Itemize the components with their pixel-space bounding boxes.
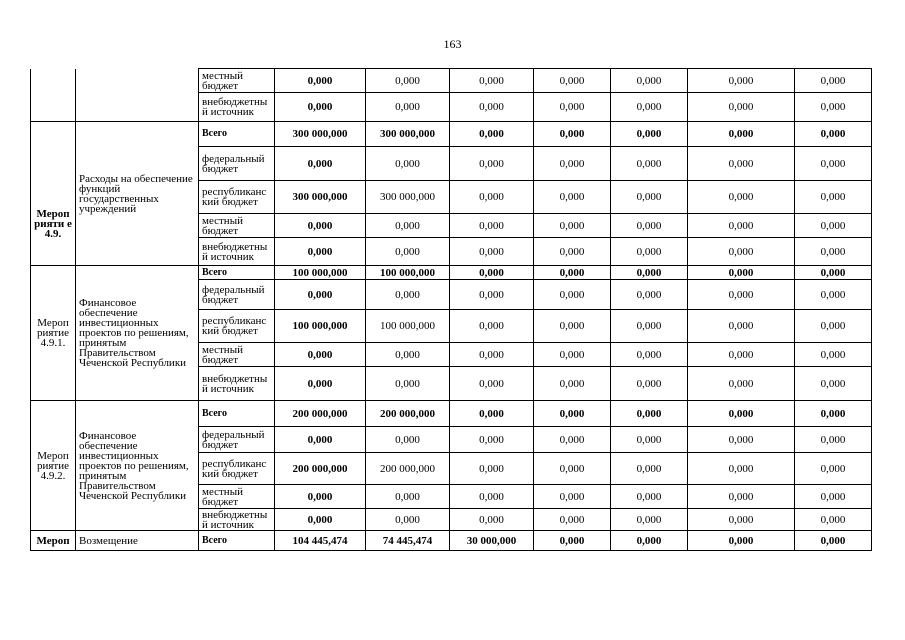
value-cell: 0,000: [275, 427, 366, 453]
value-cell: 0,000: [275, 343, 366, 367]
value-cell: 0,000: [450, 122, 534, 147]
value-cell: 0,000: [611, 266, 688, 280]
value-cell: 0,000: [534, 310, 611, 343]
value-cell: 200 000,000: [275, 453, 366, 485]
value-cell: 0,000: [795, 310, 872, 343]
value-cell: 300 000,000: [366, 181, 450, 214]
value-cell: 0,000: [450, 69, 534, 93]
value-cell: 0,000: [611, 401, 688, 427]
value-cell: 0,000: [795, 343, 872, 367]
value-cell: 0,000: [688, 531, 795, 551]
value-cell: 0,000: [366, 147, 450, 181]
value-cell: 0,000: [688, 280, 795, 310]
value-cell: 0,000: [534, 453, 611, 485]
activity-name-cell: Расходы на обеспечение функций государственных учреждений: [76, 122, 199, 266]
budget-table: [30, 68, 872, 551]
funding-source-cell: республиканс кий бюджет: [199, 310, 275, 343]
value-cell: 0,000: [275, 93, 366, 122]
value-cell: 0,000: [611, 531, 688, 551]
value-cell: 0,000: [611, 147, 688, 181]
value-cell: 0,000: [450, 401, 534, 427]
value-cell: 0,000: [450, 509, 534, 531]
value-cell: 200 000,000: [366, 453, 450, 485]
value-cell: 0,000: [275, 69, 366, 93]
value-cell: 0,000: [534, 214, 611, 238]
value-cell: 0,000: [450, 427, 534, 453]
value-cell: 0,000: [275, 485, 366, 509]
value-cell: 0,000: [534, 401, 611, 427]
value-cell: 0,000: [366, 93, 450, 122]
funding-source-cell: внебюджетны й источник: [199, 367, 275, 401]
value-cell: 0,000: [534, 367, 611, 401]
value-cell: 0,000: [534, 509, 611, 531]
activity-name-cell: Финансовое обеспечение инвестиционных проектов по решениям, принятым Правительством Чеченской Республики: [76, 266, 199, 401]
value-cell: 0,000: [795, 93, 872, 122]
value-cell: 0,000: [450, 238, 534, 266]
activity-code-cell: Мероп риятие 4.9.2.: [31, 401, 76, 531]
value-cell: 0,000: [795, 147, 872, 181]
value-cell: 0,000: [688, 69, 795, 93]
value-cell: 0,000: [450, 147, 534, 181]
table-row: [31, 122, 872, 147]
value-cell: 0,000: [534, 280, 611, 310]
value-cell: 0,000: [688, 310, 795, 343]
value-cell: 0,000: [611, 122, 688, 147]
value-cell: 0,000: [366, 367, 450, 401]
value-cell: 0,000: [275, 238, 366, 266]
value-cell: 0,000: [795, 122, 872, 147]
value-cell: 0,000: [688, 266, 795, 280]
value-cell: 0,000: [795, 367, 872, 401]
value-cell: 0,000: [450, 266, 534, 280]
funding-source-cell: местный бюджет: [199, 343, 275, 367]
value-cell: 0,000: [611, 343, 688, 367]
value-cell: 0,000: [688, 238, 795, 266]
funding-source-cell: федеральный бюджет: [199, 427, 275, 453]
value-cell: 0,000: [688, 427, 795, 453]
value-cell: 0,000: [534, 69, 611, 93]
value-cell: 0,000: [795, 509, 872, 531]
value-cell: 0,000: [611, 310, 688, 343]
value-cell: 0,000: [795, 266, 872, 280]
value-cell: 0,000: [611, 427, 688, 453]
value-cell: 0,000: [534, 266, 611, 280]
value-cell: 200 000,000: [366, 401, 450, 427]
value-cell: 0,000: [534, 343, 611, 367]
value-cell: 0,000: [611, 238, 688, 266]
activity-name-cell: Возмещение: [76, 531, 199, 551]
value-cell: 0,000: [366, 343, 450, 367]
value-cell: 0,000: [275, 509, 366, 531]
value-cell: 0,000: [688, 214, 795, 238]
value-cell: 0,000: [795, 69, 872, 93]
value-cell: 0,000: [688, 122, 795, 147]
value-cell: 0,000: [611, 367, 688, 401]
value-cell: 0,000: [534, 427, 611, 453]
value-cell: 74 445,474: [366, 531, 450, 551]
funding-source-cell: местный бюджет: [199, 69, 275, 93]
funding-total-cell: Всего: [199, 401, 275, 427]
value-cell: 0,000: [275, 147, 366, 181]
value-cell: 0,000: [688, 343, 795, 367]
table-row: [31, 401, 872, 427]
value-cell: 0,000: [275, 214, 366, 238]
value-cell: 0,000: [611, 93, 688, 122]
value-cell: 0,000: [534, 238, 611, 266]
value-cell: 0,000: [611, 214, 688, 238]
value-cell: 0,000: [795, 485, 872, 509]
value-cell: 100 000,000: [366, 266, 450, 280]
value-cell: 0,000: [275, 280, 366, 310]
value-cell: 0,000: [450, 280, 534, 310]
value-cell: 104 445,474: [275, 531, 366, 551]
value-cell: 0,000: [611, 69, 688, 93]
value-cell: 0,000: [366, 238, 450, 266]
value-cell: 0,000: [534, 181, 611, 214]
value-cell: 0,000: [366, 280, 450, 310]
value-cell: 0,000: [450, 485, 534, 509]
value-cell: 0,000: [795, 238, 872, 266]
value-cell: 0,000: [534, 93, 611, 122]
funding-total-cell: Всего: [199, 531, 275, 551]
value-cell: 0,000: [795, 531, 872, 551]
value-cell: 0,000: [688, 485, 795, 509]
value-cell: 0,000: [450, 453, 534, 485]
activity-name-cell: [76, 69, 199, 122]
value-cell: 0,000: [450, 367, 534, 401]
funding-source-cell: федеральный бюджет: [199, 147, 275, 181]
value-cell: 300 000,000: [275, 122, 366, 147]
value-cell: 0,000: [688, 147, 795, 181]
value-cell: 100 000,000: [275, 310, 366, 343]
value-cell: 100 000,000: [275, 266, 366, 280]
activity-code-cell: [31, 69, 76, 122]
funding-source-cell: внебюджетны й источник: [199, 238, 275, 266]
value-cell: 0,000: [795, 401, 872, 427]
table-row: [31, 531, 872, 551]
value-cell: 0,000: [450, 343, 534, 367]
value-cell: 300 000,000: [275, 181, 366, 214]
funding-source-cell: внебюджетны й источник: [199, 93, 275, 122]
value-cell: 0,000: [611, 453, 688, 485]
table-row: [31, 266, 872, 280]
value-cell: 0,000: [795, 453, 872, 485]
funding-source-cell: местный бюджет: [199, 485, 275, 509]
activity-code-cell: Мероп рияти е 4.9.: [31, 122, 76, 266]
funding-source-cell: республиканс кий бюджет: [199, 181, 275, 214]
value-cell: 0,000: [795, 181, 872, 214]
funding-total-cell: Всего: [199, 266, 275, 280]
value-cell: 0,000: [534, 531, 611, 551]
value-cell: 0,000: [450, 181, 534, 214]
value-cell: 0,000: [366, 509, 450, 531]
value-cell: 0,000: [534, 147, 611, 181]
value-cell: 0,000: [688, 181, 795, 214]
value-cell: 300 000,000: [366, 122, 450, 147]
funding-source-cell: республиканс кий бюджет: [199, 453, 275, 485]
activity-name-cell: Финансовое обеспечение инвестиционных проектов по решениям, принятым Правительством Чеченской Республики: [76, 401, 199, 531]
value-cell: 0,000: [611, 509, 688, 531]
value-cell: 0,000: [795, 280, 872, 310]
value-cell: 0,000: [611, 485, 688, 509]
value-cell: 0,000: [450, 214, 534, 238]
value-cell: 0,000: [366, 485, 450, 509]
value-cell: 0,000: [534, 122, 611, 147]
table-row: [31, 69, 872, 93]
value-cell: 0,000: [688, 401, 795, 427]
value-cell: 0,000: [534, 485, 611, 509]
value-cell: 0,000: [688, 509, 795, 531]
activity-code-cell: Мероп риятие 4.9.1.: [31, 266, 76, 401]
value-cell: 100 000,000: [366, 310, 450, 343]
funding-source-cell: федеральный бюджет: [199, 280, 275, 310]
value-cell: 0,000: [795, 214, 872, 238]
funding-source-cell: внебюджетны й источник: [199, 509, 275, 531]
value-cell: 0,000: [275, 367, 366, 401]
value-cell: 0,000: [450, 93, 534, 122]
funding-total-cell: Всего: [199, 122, 275, 147]
funding-source-cell: местный бюджет: [199, 214, 275, 238]
value-cell: 30 000,000: [450, 531, 534, 551]
value-cell: 0,000: [688, 367, 795, 401]
activity-code-cell: Мероп: [31, 531, 76, 551]
value-cell: 0,000: [366, 214, 450, 238]
value-cell: 0,000: [611, 181, 688, 214]
value-cell: 0,000: [611, 280, 688, 310]
value-cell: 0,000: [795, 427, 872, 453]
page-number: 163: [443, 37, 462, 51]
value-cell: 0,000: [450, 310, 534, 343]
value-cell: 0,000: [688, 93, 795, 122]
value-cell: 0,000: [366, 427, 450, 453]
value-cell: 0,000: [366, 69, 450, 93]
value-cell: 200 000,000: [275, 401, 366, 427]
value-cell: 0,000: [688, 453, 795, 485]
